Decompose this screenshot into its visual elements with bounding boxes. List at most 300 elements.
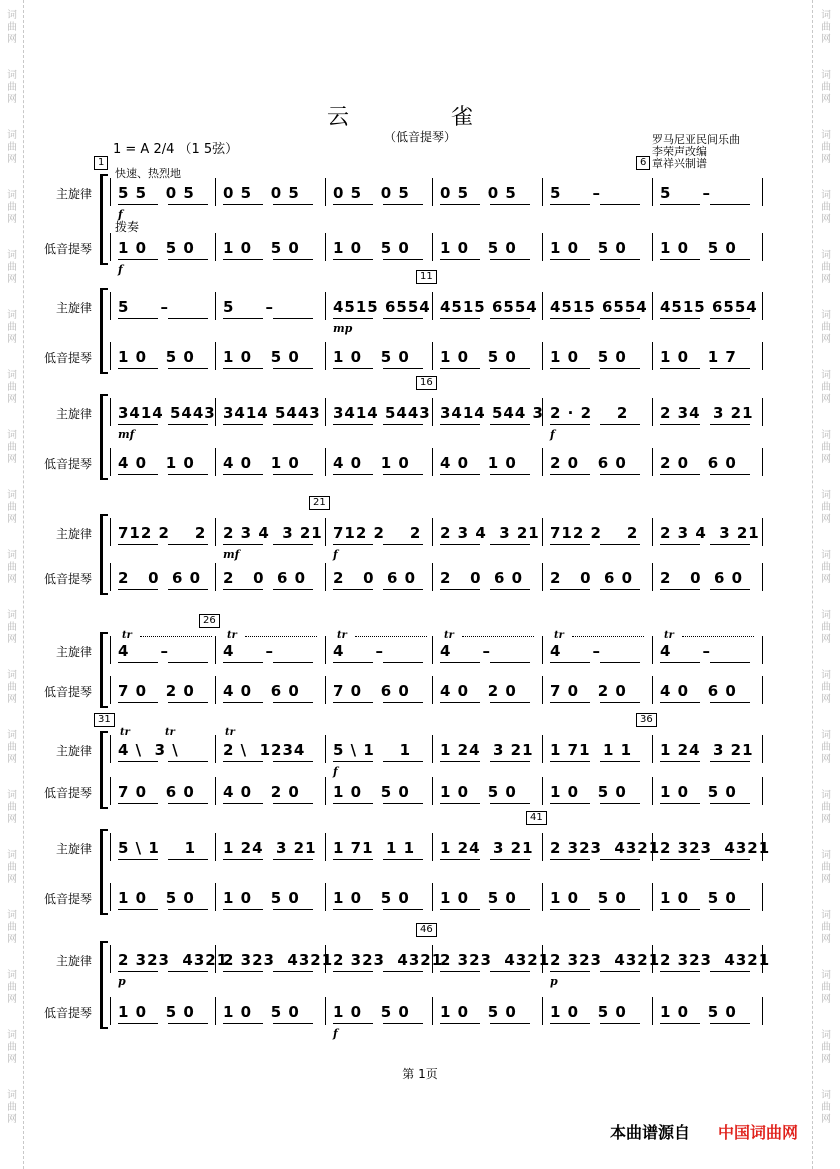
part-label-melody: 主旋律 xyxy=(55,744,92,758)
barline xyxy=(432,676,433,704)
bass-measure: 2 0 6 0 xyxy=(550,454,627,472)
beam xyxy=(383,368,423,369)
beam xyxy=(600,589,640,590)
beam xyxy=(168,1023,208,1024)
barline xyxy=(215,636,216,664)
trill-line xyxy=(682,636,754,637)
beam xyxy=(223,368,263,369)
beam xyxy=(383,909,423,910)
beam xyxy=(660,204,700,205)
melody-measure: 5 \ 1 1 xyxy=(333,741,412,759)
beam xyxy=(383,971,423,972)
bass-measure: 4 0 1 0 xyxy=(333,454,410,472)
system-bracket-cap xyxy=(100,394,108,396)
beam xyxy=(440,1023,480,1024)
watermark-glyphs: 词 曲 网 xyxy=(7,610,17,645)
bass-measure: 1 0 5 0 xyxy=(118,889,195,907)
watermark-glyphs: 词 曲 网 xyxy=(7,430,17,465)
barline xyxy=(325,398,326,426)
beam xyxy=(333,803,373,804)
melody-measure: 2 323 4321 xyxy=(550,951,661,969)
beam xyxy=(600,424,640,425)
barline xyxy=(432,883,433,911)
barline xyxy=(110,883,111,911)
system-bracket-cap xyxy=(100,514,108,516)
barline xyxy=(110,518,111,546)
beam xyxy=(440,859,480,860)
beam xyxy=(383,259,423,260)
page-edge-right xyxy=(812,0,813,1169)
bar-number: 36 xyxy=(636,713,657,727)
melody-measure: 3414 5443 xyxy=(118,404,216,422)
barline xyxy=(432,735,433,763)
melody-measure: 2 323 4321 xyxy=(660,839,771,857)
melody-measure: 2 34 3 21 xyxy=(660,404,754,422)
beam xyxy=(118,859,158,860)
beam xyxy=(273,1023,313,1024)
barline xyxy=(215,735,216,763)
beam xyxy=(118,909,158,910)
beam xyxy=(223,318,263,319)
barline xyxy=(110,777,111,805)
trill-mark: tr xyxy=(554,630,564,641)
dynamic-mark: f xyxy=(550,428,555,441)
beam xyxy=(550,702,590,703)
melody-measure: 5 – xyxy=(223,298,275,316)
beam xyxy=(118,318,158,319)
beam xyxy=(333,702,373,703)
trill-mark: tr xyxy=(664,630,674,641)
system-bracket-cap xyxy=(100,372,108,374)
watermark-glyphs: 词 曲 网 xyxy=(7,490,17,525)
barline xyxy=(215,563,216,591)
bass-measure: 4 0 2 0 xyxy=(440,682,517,700)
beam xyxy=(600,204,640,205)
bass-measure: 7 0 6 0 xyxy=(333,682,410,700)
trill-mark: tr xyxy=(120,727,130,738)
beam xyxy=(660,803,700,804)
beam xyxy=(490,589,530,590)
beam xyxy=(273,971,313,972)
beam xyxy=(223,474,263,475)
melody-measure: 2 323 4321 xyxy=(223,951,334,969)
trill-line xyxy=(355,636,427,637)
watermark-glyphs: 词 曲 网 xyxy=(821,850,831,885)
beam xyxy=(168,318,208,319)
part-label-bass: 低音提琴 xyxy=(43,892,92,906)
watermark-glyphs: 词 曲 网 xyxy=(7,10,17,45)
barline xyxy=(652,342,653,370)
beam xyxy=(550,761,590,762)
part-label-bass: 低音提琴 xyxy=(43,786,92,800)
beam xyxy=(490,662,530,663)
barline xyxy=(652,777,653,805)
beam xyxy=(383,859,423,860)
beam xyxy=(118,1023,158,1024)
bass-measure: 1 0 5 0 xyxy=(440,783,517,801)
beam xyxy=(660,589,700,590)
part-label-melody: 主旋律 xyxy=(55,842,92,856)
beam xyxy=(223,544,263,545)
barline xyxy=(110,233,111,261)
pizzicato-marking: 拨奏 xyxy=(115,220,140,234)
barline xyxy=(432,636,433,664)
beam xyxy=(490,259,530,260)
bass-measure: 1 0 5 0 xyxy=(118,239,195,257)
beam xyxy=(223,259,263,260)
barline xyxy=(652,883,653,911)
system-bracket xyxy=(100,733,103,807)
credits xyxy=(652,134,740,170)
beam xyxy=(333,424,373,425)
bass-measure: 1 0 5 0 xyxy=(440,889,517,907)
barline xyxy=(325,518,326,546)
part-label-melody: 主旋律 xyxy=(55,187,92,201)
beam xyxy=(118,204,158,205)
beam xyxy=(118,259,158,260)
barline xyxy=(762,233,763,261)
melody-measure: 3414 544 3 xyxy=(440,404,544,422)
barline xyxy=(325,233,326,261)
system-bracket-cap xyxy=(100,632,108,634)
barline xyxy=(432,997,433,1025)
bass-measure: 1 0 5 0 xyxy=(333,783,410,801)
bass-measure: 4 0 1 0 xyxy=(118,454,195,472)
beam xyxy=(710,589,750,590)
barline xyxy=(110,342,111,370)
beam xyxy=(490,803,530,804)
credit-engraver: 章祥兴制谱 xyxy=(652,157,707,170)
beam xyxy=(600,859,640,860)
beam xyxy=(550,424,590,425)
bar-number: 21 xyxy=(309,496,330,510)
source-site: 中国词曲网 xyxy=(718,1123,799,1142)
bar-number: 11 xyxy=(416,270,437,284)
beam xyxy=(550,259,590,260)
beam xyxy=(710,971,750,972)
beam xyxy=(600,803,640,804)
credit-origin: 罗马尼亚民间乐曲 xyxy=(652,133,740,146)
beam xyxy=(660,859,700,860)
bass-measure: 1 0 5 0 xyxy=(333,1003,410,1021)
barline xyxy=(762,777,763,805)
beam xyxy=(490,971,530,972)
beam xyxy=(223,589,263,590)
beam xyxy=(118,662,158,663)
beam xyxy=(440,803,480,804)
bass-measure: 7 0 2 0 xyxy=(118,682,195,700)
trill-line xyxy=(245,636,317,637)
bass-measure: 1 0 5 0 xyxy=(550,1003,627,1021)
barline xyxy=(542,735,543,763)
barline xyxy=(110,735,111,763)
barline xyxy=(762,883,763,911)
trill-mark: tr xyxy=(225,727,235,738)
beam xyxy=(223,1023,263,1024)
system-bracket-cap xyxy=(100,1027,108,1029)
bass-measure: 1 0 5 0 xyxy=(440,348,517,366)
beam xyxy=(710,474,750,475)
melody-measure: 1 24 3 21 xyxy=(440,839,534,857)
barline xyxy=(542,233,543,261)
beam xyxy=(383,474,423,475)
barline xyxy=(762,518,763,546)
dynamic-mark: mp xyxy=(333,322,353,335)
beam xyxy=(660,544,700,545)
beam xyxy=(660,909,700,910)
part-label-melody: 主旋律 xyxy=(55,301,92,315)
beam xyxy=(168,544,208,545)
barline xyxy=(542,292,543,320)
barline xyxy=(762,563,763,591)
bass-measure: 1 0 5 0 xyxy=(223,1003,300,1021)
bass-measure: 2 0 6 0 xyxy=(223,569,307,587)
barline xyxy=(762,448,763,476)
bass-measure: 2 0 6 0 xyxy=(660,569,744,587)
score-title: 云 雀 xyxy=(326,105,513,130)
system-bracket-cap xyxy=(100,913,108,915)
dynamic-mark: f xyxy=(118,208,123,221)
beam xyxy=(273,909,313,910)
beam xyxy=(710,859,750,860)
watermark-glyphs: 词 曲 网 xyxy=(821,730,831,765)
beam xyxy=(710,424,750,425)
beam xyxy=(710,662,750,663)
melody-measure: 3414 5443 xyxy=(333,404,431,422)
bass-measure: 4 0 1 0 xyxy=(223,454,300,472)
melody-measure: 5 – xyxy=(550,184,602,202)
trill-line xyxy=(462,636,534,637)
watermark-glyphs: 词 曲 网 xyxy=(7,970,17,1005)
beam xyxy=(660,318,700,319)
bass-measure: 1 0 5 0 xyxy=(550,348,627,366)
score-subtitle: （低音提琴） xyxy=(383,130,456,144)
beam xyxy=(710,204,750,205)
system-bracket-cap xyxy=(100,807,108,809)
watermark-glyphs: 词 曲 网 xyxy=(7,850,17,885)
beam xyxy=(333,761,373,762)
watermark-glyphs: 词 曲 网 xyxy=(821,250,831,285)
beam xyxy=(600,318,640,319)
beam xyxy=(383,318,423,319)
melody-measure: 4 – xyxy=(223,642,275,660)
melody-measure: 0 5 0 5 xyxy=(223,184,300,202)
barline xyxy=(432,342,433,370)
dynamic-mark: f xyxy=(118,263,123,276)
beam xyxy=(440,971,480,972)
beam xyxy=(550,318,590,319)
barline xyxy=(542,342,543,370)
beam xyxy=(600,368,640,369)
watermark-glyphs: 词 曲 网 xyxy=(821,490,831,525)
beam xyxy=(710,761,750,762)
bass-measure: 7 0 2 0 xyxy=(550,682,627,700)
page-number: 第 1页 xyxy=(402,1067,438,1081)
barline xyxy=(542,676,543,704)
barline xyxy=(325,563,326,591)
barline xyxy=(215,178,216,206)
system-bracket xyxy=(100,176,103,263)
barline xyxy=(762,178,763,206)
barline xyxy=(762,398,763,426)
system-bracket xyxy=(100,516,103,593)
beam xyxy=(440,424,480,425)
bass-measure: 1 0 5 0 xyxy=(118,1003,195,1021)
beam xyxy=(550,204,590,205)
barline xyxy=(110,563,111,591)
melody-measure: 712 2 2 xyxy=(550,524,639,542)
bass-measure: 1 0 5 0 xyxy=(550,239,627,257)
beam xyxy=(273,662,313,663)
beam xyxy=(333,971,373,972)
watermark-glyphs: 词 曲 网 xyxy=(7,1090,17,1125)
system-bracket xyxy=(100,634,103,706)
melody-measure: 1 71 1 1 xyxy=(333,839,416,857)
beam xyxy=(383,1023,423,1024)
barline xyxy=(215,833,216,861)
tempo-marking: 快速、热烈地 xyxy=(115,167,181,180)
beam xyxy=(168,971,208,972)
barline xyxy=(325,777,326,805)
barline xyxy=(110,676,111,704)
beam xyxy=(223,702,263,703)
watermark-glyphs: 词 曲 网 xyxy=(821,1030,831,1065)
barline xyxy=(652,997,653,1025)
beam xyxy=(223,761,263,762)
barline xyxy=(110,448,111,476)
bar-number: 6 xyxy=(636,156,650,170)
watermark-glyphs: 词 曲 网 xyxy=(7,310,17,345)
melody-measure: 5 \ 1 1 xyxy=(118,839,197,857)
beam xyxy=(118,761,158,762)
watermark-glyphs: 词 曲 网 xyxy=(821,790,831,825)
barline xyxy=(110,945,111,973)
watermark-glyphs: 词 曲 网 xyxy=(7,250,17,285)
watermark-glyphs: 词 曲 网 xyxy=(7,910,17,945)
beam xyxy=(273,803,313,804)
barline xyxy=(652,292,653,320)
beam xyxy=(550,803,590,804)
melody-measure: 4 – xyxy=(550,642,602,660)
bass-measure: 1 0 5 0 xyxy=(550,889,627,907)
melody-measure: 2 323 4321 xyxy=(118,951,229,969)
beam xyxy=(440,474,480,475)
beam xyxy=(333,909,373,910)
beam xyxy=(440,368,480,369)
beam xyxy=(710,909,750,910)
system-bracket-cap xyxy=(100,941,108,943)
beam xyxy=(490,424,530,425)
watermark-glyphs: 词 曲 网 xyxy=(821,10,831,45)
barline xyxy=(652,178,653,206)
bar-number: 41 xyxy=(526,811,547,825)
part-label-bass: 低音提琴 xyxy=(43,457,92,471)
beam xyxy=(168,859,208,860)
barline xyxy=(542,563,543,591)
beam xyxy=(333,662,373,663)
watermark-glyphs: 词 曲 网 xyxy=(821,550,831,585)
beam xyxy=(600,662,640,663)
system-bracket xyxy=(100,831,103,913)
beam xyxy=(440,318,480,319)
beam xyxy=(710,803,750,804)
beam xyxy=(168,589,208,590)
melody-measure: 0 5 0 5 xyxy=(440,184,517,202)
watermark-glyphs: 词 曲 网 xyxy=(7,730,17,765)
beam xyxy=(333,474,373,475)
watermark-glyphs: 词 曲 网 xyxy=(7,130,17,165)
bass-measure: 4 0 6 0 xyxy=(223,682,300,700)
melody-measure: 712 2 2 xyxy=(118,524,207,542)
barline xyxy=(432,563,433,591)
beam xyxy=(333,318,373,319)
beam xyxy=(550,662,590,663)
bar-number: 26 xyxy=(199,614,220,628)
barline xyxy=(110,292,111,320)
part-label-bass: 低音提琴 xyxy=(43,685,92,699)
barline xyxy=(762,735,763,763)
beam xyxy=(710,702,750,703)
watermark-glyphs: 词 曲 网 xyxy=(7,70,17,105)
beam xyxy=(660,474,700,475)
beam xyxy=(273,474,313,475)
beam xyxy=(273,204,313,205)
bass-measure: 1 0 5 0 xyxy=(660,889,737,907)
barline xyxy=(325,342,326,370)
barline xyxy=(110,833,111,861)
bass-measure: 2 0 6 0 xyxy=(660,454,737,472)
melody-measure: 1 24 3 21 xyxy=(223,839,317,857)
beam xyxy=(600,761,640,762)
melody-measure: 1 24 3 21 xyxy=(660,741,754,759)
melody-measure: 4515 6554 xyxy=(333,298,431,316)
barline xyxy=(652,676,653,704)
barline xyxy=(652,398,653,426)
barline xyxy=(432,833,433,861)
bass-measure: 1 0 5 0 xyxy=(223,239,300,257)
bass-measure: 4 0 1 0 xyxy=(440,454,517,472)
bass-measure: 1 0 5 0 xyxy=(660,783,737,801)
beam xyxy=(600,1023,640,1024)
bass-measure: 1 0 5 0 xyxy=(333,239,410,257)
melody-measure: 3414 5443 xyxy=(223,404,321,422)
beam xyxy=(118,971,158,972)
beam xyxy=(118,544,158,545)
bass-measure: 4 0 6 0 xyxy=(660,682,737,700)
barline xyxy=(542,777,543,805)
beam xyxy=(273,589,313,590)
beam xyxy=(223,803,263,804)
beam xyxy=(550,859,590,860)
melody-measure: 2 323 4321 xyxy=(660,951,771,969)
beam xyxy=(333,544,373,545)
melody-measure: 5 – xyxy=(118,298,170,316)
barline xyxy=(762,676,763,704)
beam xyxy=(273,702,313,703)
beam xyxy=(660,368,700,369)
beam xyxy=(440,204,480,205)
beam xyxy=(440,544,480,545)
system-bracket xyxy=(100,943,103,1027)
bar-number: 16 xyxy=(416,376,437,390)
beam xyxy=(168,702,208,703)
bass-measure: 2 0 6 0 xyxy=(440,569,524,587)
melody-measure: 1 71 1 1 xyxy=(550,741,633,759)
bass-measure: 2 0 6 0 xyxy=(550,569,634,587)
barline xyxy=(110,997,111,1025)
beam xyxy=(333,1023,373,1024)
beam xyxy=(440,259,480,260)
